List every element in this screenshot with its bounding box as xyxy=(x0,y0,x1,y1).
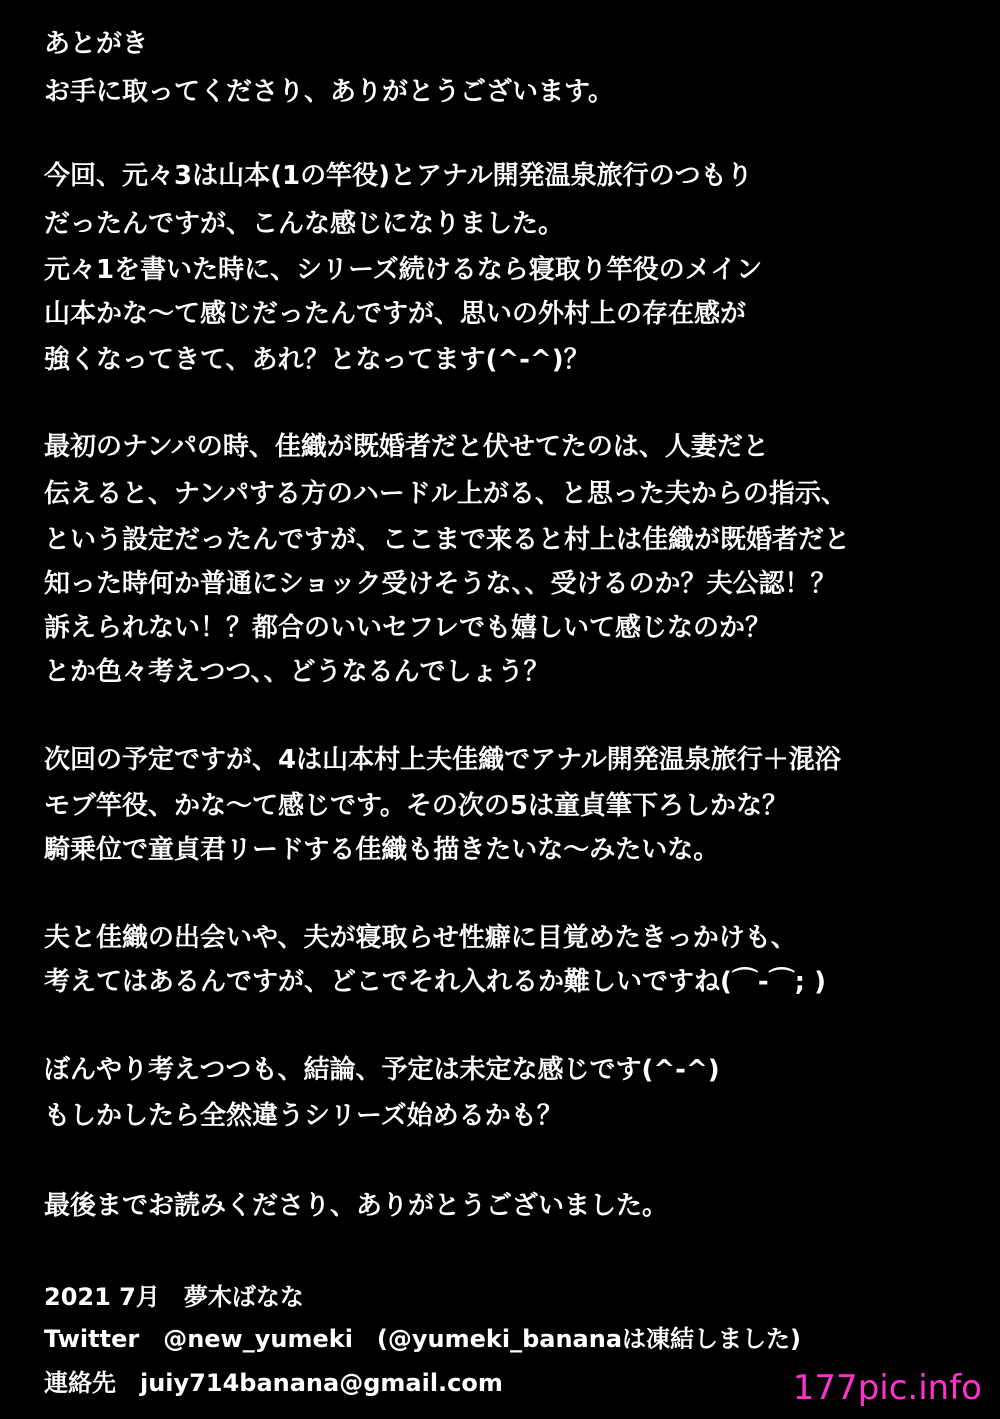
watermark: 177pic.info xyxy=(789,1368,986,1408)
paragraph-2-line-1: 最初のナンパの時、佳織が既婚者だと伏せてたのは、人妻だと xyxy=(44,432,769,462)
paragraph-1-line-4: 山本かな〜て感じだったんですが、思いの外村上の存在感が xyxy=(44,299,747,329)
contact-info: 連絡先 juiy714banana@gmail.com xyxy=(44,1369,503,1397)
paragraph-2-line-4: 知った時何か普通にショック受けそうな、、受けるのか？夫公認！？ xyxy=(44,569,837,599)
paragraph-3-line-1: 次回の予定ですが、4は山本村上夫佳織でアナル開発温泉旅行＋混浴 xyxy=(44,745,841,775)
paragraph-1-line-1: 今回、元々3は山本(1の竿役)とアナル開発温泉旅行のつもり xyxy=(44,161,753,191)
paragraph-4-line-2: 考えてはあるんですが、どこでそれ入れるか難しいですね(⌒-⌒; ) xyxy=(44,967,827,997)
paragraph-2-line-6: とか色々考えつつ、、どうなるんでしょう？ xyxy=(44,657,550,687)
paragraph-1-line-2: だったんですが、こんな感じになりました。 xyxy=(44,209,565,239)
date-author: 2021 7月 夢木ばなな xyxy=(44,1283,304,1311)
paragraph-5-line-2: もしかしたら全然違うシリーズ始めるかも？ xyxy=(44,1101,563,1131)
greeting-line: お手に取ってくださり、ありがとうございます。 xyxy=(44,77,614,107)
twitter-info: Twitter @new_yumeki (@yumeki_bananaは凍結しました) xyxy=(44,1325,802,1353)
paragraph-3-line-2: モブ竿役、かな〜て感じです。その次の5は童貞筆下ろしかな？ xyxy=(44,791,789,821)
paragraph-2-line-2: 伝えると、ナンパする方のハードル上がる、と思った夫からの指示、 xyxy=(44,479,847,509)
closing-line: 最後までお読みくださり、ありがとうございました。 xyxy=(44,1191,669,1221)
paragraph-5-line-1: ぼんやり考えつつも、結論、予定は未定な感じです(^-^) xyxy=(44,1055,720,1085)
paragraph-2-line-3: という設定だったんですが、ここまで来ると村上は佳織が既婚者だと xyxy=(44,525,851,555)
paragraph-3-line-3: 騎乗位で童貞君リードする佳織も描きたいな〜みたいな。 xyxy=(44,835,720,865)
paragraph-1-line-3: 元々1を書いた時に、シリーズ続けるなら寝取り竿役のメイン xyxy=(44,255,763,285)
afterword-title: あとがき xyxy=(44,29,149,59)
paragraph-4-line-1: 夫と佳織の出会いや、夫が寝取らせ性癖に目覚めたきっかけも、 xyxy=(44,923,797,953)
paragraph-2-line-5: 訴えられない！？都合のいいセフレでも嬉しいて感じなのか？ xyxy=(44,613,771,643)
paragraph-1-line-5: 強くなってきて、あれ？となってます(^-^)？ xyxy=(44,345,590,375)
